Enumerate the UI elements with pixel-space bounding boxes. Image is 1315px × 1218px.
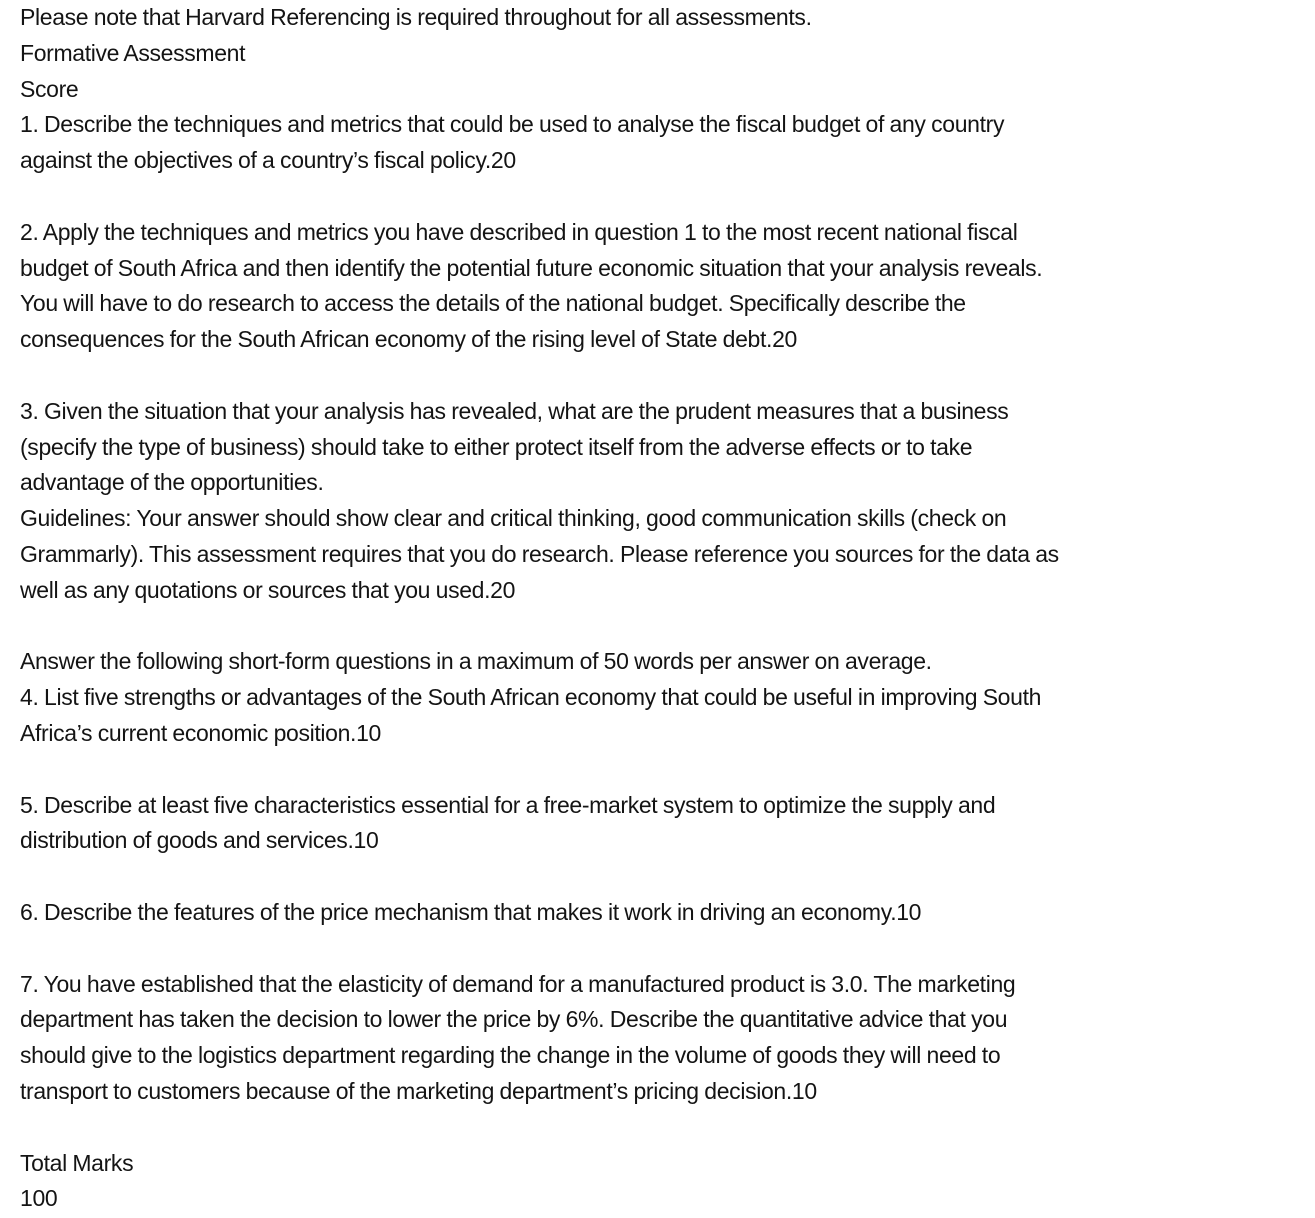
question-line: Africa’s current economic position.10 bbox=[20, 719, 381, 746]
question-7 bbox=[20, 967, 1310, 1110]
question-line: advantage of the opportunities. bbox=[20, 469, 324, 496]
question-line: 5. Describe at least five characteristics essential for a free-market system to optimize the supply and bbox=[20, 791, 996, 818]
question-line: 3. Given the situation that your analysis has revealed, what are the prudent measures that a business bbox=[20, 397, 1009, 424]
guidelines-line: Grammarly). This assessment requires that you do research. Please reference you sources for the data as bbox=[20, 540, 1059, 567]
question-line: should give to the logistics department regarding the change in the volume of goods they will need to bbox=[20, 1042, 1001, 1069]
question-line: against the objectives of a country’s fiscal policy.20 bbox=[20, 147, 516, 174]
question-line: 2. Apply the techniques and metrics you have described in question 1 to the most recent national fiscal bbox=[20, 218, 1018, 245]
question-line: 1. Describe the techniques and metrics that could be used to analyse the fiscal budget of any country bbox=[20, 111, 1005, 138]
question-5 bbox=[20, 788, 1310, 860]
harvard-referencing-note: Please note that Harvard Referencing is required throughout for all assessments. bbox=[20, 4, 812, 30]
question-line: (specify the type of business) should take to either protect itself from the adverse effects or to take bbox=[20, 433, 973, 460]
guidelines-line: Guidelines: Your answer should show clear and critical thinking, good communication skills (check on bbox=[20, 505, 1007, 532]
question-line: You will have to do research to access the details of the national budget. Specifically describe the bbox=[20, 290, 966, 317]
guidelines-line: well as any quotations or sources that you used.20 bbox=[20, 576, 516, 603]
blank-line bbox=[20, 179, 1310, 215]
assessment-document bbox=[20, 0, 1310, 1217]
question-4 bbox=[20, 644, 1310, 751]
question-line: transport to customers because of the marketing department’s pricing decision.10 bbox=[20, 1077, 817, 1104]
blank-line bbox=[20, 358, 1310, 394]
score-label: Score bbox=[20, 75, 79, 102]
total-marks-label: Total Marks bbox=[20, 1149, 134, 1176]
total-marks-value: 100 bbox=[20, 1185, 58, 1212]
question-6 bbox=[20, 895, 1310, 931]
document-title: Formative Assessment bbox=[20, 39, 246, 66]
question-3 bbox=[20, 394, 1310, 609]
total-marks bbox=[20, 1146, 1310, 1218]
question-line: consequences for the South African economy of the rising level of State debt.20 bbox=[20, 326, 797, 353]
question-2 bbox=[20, 215, 1310, 358]
question-line: 6. Describe the features of the price mechanism that makes it work in driving an economy.10 bbox=[20, 898, 922, 925]
question-line: budget of South Africa and then identify the potential future economic situation that your analysis reveals. bbox=[20, 254, 1043, 281]
blank-line bbox=[20, 931, 1310, 967]
question-line: distribution of goods and services.10 bbox=[20, 827, 379, 854]
blank-line bbox=[20, 1110, 1310, 1146]
blank-line bbox=[20, 859, 1310, 895]
blank-line bbox=[20, 752, 1310, 788]
short-form-instructions: Answer the following short-form questions in a maximum of 50 words per answer on average. bbox=[20, 648, 932, 675]
question-1 bbox=[20, 107, 1310, 179]
question-line: 7. You have established that the elasticity of demand for a manufactured product is 3.0. The marketing bbox=[20, 970, 1016, 997]
question-line: 4. List five strengths or advantages of the South African economy that could be useful in improving South bbox=[20, 684, 1042, 711]
question-line: department has taken the decision to lower the price by 6%. Describe the quantitative advice that you bbox=[20, 1006, 1008, 1033]
blank-line bbox=[20, 609, 1310, 645]
